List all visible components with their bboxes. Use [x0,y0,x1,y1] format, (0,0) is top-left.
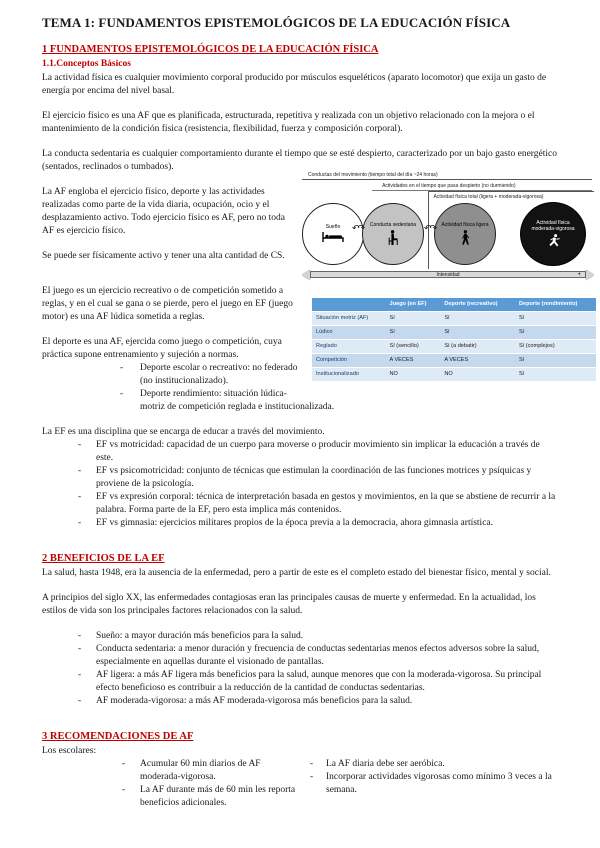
table-row [312,340,596,354]
table-cell: Sí [515,368,596,382]
list-item: - Incorporar actividades vigorosas como mínimo 3 veces a la semana. [300,771,558,797]
figure-circles-area [302,201,594,267]
table-cell: A VECES [385,354,440,368]
table-row [312,326,596,340]
circle-moderate-vigorous-label: Actividad física moderada-vigorosa [531,220,575,232]
table-cell: Institucionalizado [312,368,385,382]
exchange-arrows-icon: ↶↷ [424,223,436,233]
section-2-heading: 2 BENEFICIOS DE LA EF [42,553,165,564]
figure-inner-label: Actividad física total (ligera + moderada-vigorosa) [428,191,594,201]
figure-divider-line [428,201,429,269]
list-item: - EF vs expresión corporal: técnica de interpretación basada en gestos y movimientos, en la que se abstiene de recurrir a la palabra. Forma parte de la EF, pero esta implica más contenidos. [42,491,558,517]
section-3-heading: 3 RECOMENDACIONES DE AF [42,731,194,742]
table-header-row [312,298,596,312]
paragraph-af-engloba: La AF engloba el ejercicio físico, deporte y las actividades realizadas como parte de la vida diaria, ocupación, ocio y el desplazamiento activo. Todo ejercicio físico es AF, pero no toda AF es ejercicio físico. [42,187,285,236]
table-cell: Sí [385,326,440,340]
paragraph-siglo-xx: A principios del siglo XX, las enfermedades contagiosas eran las principales causas de muerte y enfermedad. En la actualidad, los estilos de vida son los principales factores relacionados con la salud. [42,593,536,616]
beneficios-bullet-list [42,630,558,708]
paragraph-ejercicio-fisico: El ejercicio físico es una AF que es planificada, estructurada, repetitiva y realizada con un objetivo relacionado con la mejora o el mantenimiento de la condición física (resistencia, flexibilidad, fuerza y composición corporal). [42,111,535,134]
circle-moderate-vigorous [520,202,586,266]
circle-sedentary [362,203,424,265]
intensity-axis-label: Intensidad [436,271,460,278]
intensity-axis [302,269,594,280]
circle-sleep-label: Sueño [325,223,341,230]
table-cell: Sí [515,326,596,340]
paragraph-activo-cs: Se puede ser físicamente activo y tener una alta cantidad de CS. [42,251,285,261]
circle-light-activity [434,203,496,265]
running-person-icon [546,234,561,247]
table-cell: Sí [385,312,440,326]
table-header-empty [312,298,385,312]
deporte-bullet-list [42,362,558,414]
figure-outer-label: Conductas del movimiento (tiempo total del día ~24 horas) [302,170,592,180]
table-cell: NO [440,368,515,382]
recomendaciones-right-column [300,758,558,810]
circle-sleep [302,203,364,265]
table-cell: Sí [515,312,596,326]
list-item: - La AF durante más de 60 min les reporta beneficios adicionales. [42,784,300,810]
list-item: - Deporte escolar o recreativo: no federado (no institucionalizado). [42,362,558,388]
table-cell: Sí (sencillo) [385,340,440,354]
page-title: TEMA 1: FUNDAMENTOS EPISTEMOLÓGICOS DE LA EDUCACIÓN FÍSICA [42,15,511,30]
movement-behaviors-figure [302,170,594,280]
list-item: - EF vs motricidad: capacidad de un cuerpo para moverse o producir movimiento sin implicar la educación a través de este. [42,439,558,465]
figure-mid-label: Actividades en el tiempo que pasa despierto (no durmiendo) [372,180,592,191]
table-cell: Sí [515,354,596,368]
list-item: - Acumular 60 min diarios de AF moderada-vigorosa. [42,758,300,784]
axis-right-arrowhead-icon [586,270,594,280]
section-1-heading: 1 FUNDAMENTOS EPISTEMOLÓGICOS DE LA EDUCACIÓN FÍSICA [42,44,379,55]
sitting-person-icon [388,230,399,245]
table-header-deporte-recreativo: Deporte (recreativo) [440,298,515,312]
paragraph-conducta-sedentaria: La conducta sedentaria es cualquier comportamiento durante el tiempo que se esté despierto, caracterizado por un bajo gasto energético (sentados, reclinados o tumbados). [42,149,557,172]
list-item: - AF moderada-vigorosa: a más AF moderada-vigorosa más beneficios para la salud. [42,695,558,708]
axis-bar [310,271,586,278]
table-cell: Lúdico [312,326,385,340]
paragraph-salud-1948: La salud, hasta 1948, era la ausencia de la enfermedad, pero a partir de este es el completo estado del bienestar físico, mental y social. [42,568,551,578]
paragraph-juego: El juego es un ejercicio recreativo o de competición sometido a reglas, y en el cual se gana o se pierde, pero el juego en EF (juego motor) es una AF lúdica sometida a reglas. [42,286,293,322]
paragraph-escolares: Los escolares: [42,746,97,756]
ef-vs-bullet-list [42,439,558,530]
circle-light-activity-label: Actividad física ligera [441,221,489,228]
table-cell: Reglado [312,340,385,354]
list-item: - Deporte rendimiento: situación lúdica-motriz de competición reglada e institucionalizada. [42,388,558,414]
table-cell: Sí (a debatir) [440,340,515,354]
table-row [312,312,596,326]
table-cell: NO [385,368,440,382]
list-item: - Conducta sedentaria: a menor duración y frecuencia de conductas sedentarias menos efectos adversos sobre la salud, especialmente en aquellas durante el visionado de pantallas. [42,643,558,669]
paragraph-actividad-fisica: La actividad física es cualquier movimiento corporal producido por músculos esqueléticos (aparato locomotor) que exija un gasto de energía por encima del nivel basal. [42,73,547,96]
paragraph-deporte: El deporte es una AF, ejercida como juego o competición, cuya práctica supone entrenamiento y sujeción a normas. [42,337,282,360]
table-cell: A VECES [440,354,515,368]
paragraph-ef-disciplina: La EF es una disciplina que se encarga de educar a través del movimiento. [42,427,325,437]
table-cell: Competición [312,354,385,368]
table-cell: Sí [440,326,515,340]
table-cell: Sí [440,312,515,326]
circle-sedentary-label: Conducta sedentaria [369,221,417,228]
exchange-arrows-icon: ↶↷ [352,223,364,233]
section-1-1-subheading: 1.1.Conceptos Básicos [42,59,131,69]
list-item: - AF ligera: a más AF ligera más beneficios para la salud, aunque menores que con la moderada-vigorosa. Su principal efecto beneficioso es contribuir a la reducción de la cantidad de conductas sedentarias. [42,669,558,695]
recomendaciones-left-column [42,758,300,810]
walking-person-icon [460,230,471,245]
axis-plus-sign: + [577,271,581,278]
table-cell: Sí (complejos) [515,340,596,354]
axis-left-arrowhead-icon [302,270,310,280]
table-header-deporte-rendimiento: Deporte (rendimiento) [515,298,596,312]
table-header-juego: Juego (en EF) [385,298,440,312]
table-cell: Situación motriz (AF) [312,312,385,326]
list-item: - EF vs gimnasia: ejercicios militares propios de la época previa a la democracia, ahora gimnasia artística. [42,517,558,530]
list-item: - Sueño: a mayor duración más beneficios para la salud. [42,630,558,643]
bed-icon [322,232,344,243]
list-item: - EF vs psicomotricidad: conjunto de técnicas que estimulan la coordinación de las funciones motrices y psíquicas y proviene de la psicología. [42,465,558,491]
list-item: - La AF diaria debe ser aeróbica. [300,758,558,771]
recomendaciones-columns [42,758,558,810]
